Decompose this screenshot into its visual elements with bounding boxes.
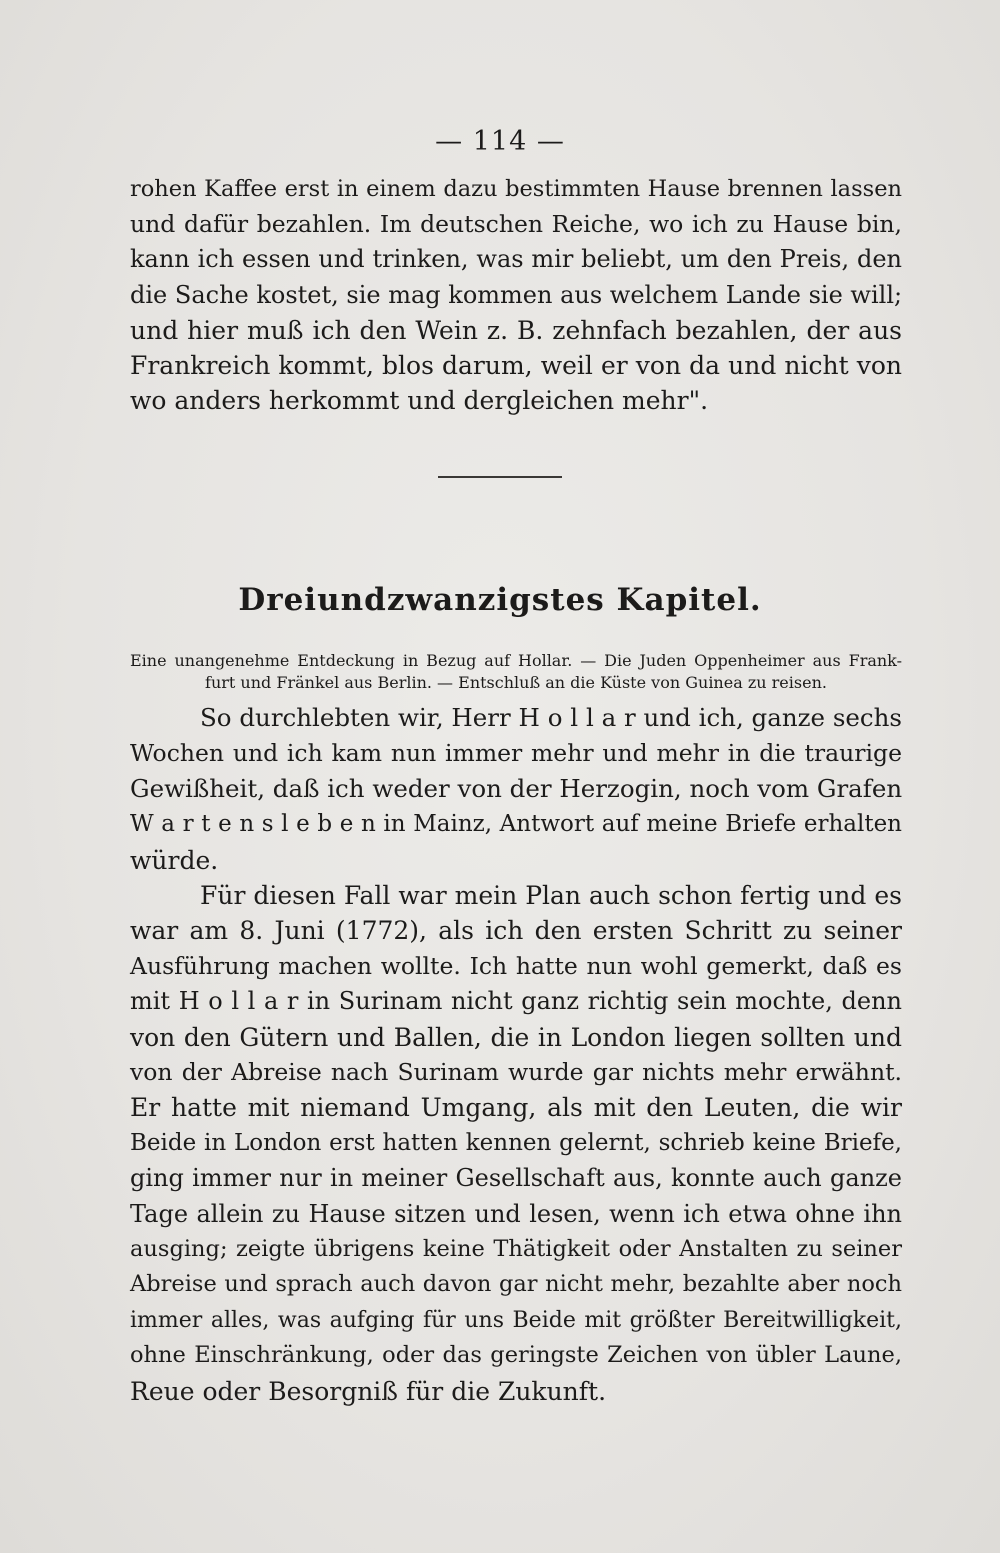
paragraph bbox=[130, 878, 902, 1409]
summary-line: Eine unangenehme Entdeckung in Bezug auf Hollar. — Die Juden Oppenheimer aus Frank- bbox=[130, 651, 902, 670]
summary-line: furt und Fränkel aus Berlin. — Entschluß an die Küste von Guinea zu reisen. bbox=[205, 673, 827, 692]
text-line: Tage allein zu Hause sitzen und lesen, wenn ich etwa ohne ihn bbox=[130, 1199, 902, 1228]
text-line: und hier muß ich den Wein z. B. zehnfach bezahlen, der aus bbox=[130, 315, 902, 345]
text-line: Ausführung machen wollte. Ich hatte nun wohl gemerkt, daß es bbox=[130, 951, 902, 980]
text-line: kann ich essen und trinken, was mir beliebt, um den Preis, den bbox=[130, 245, 902, 274]
paragraph bbox=[130, 700, 902, 879]
text-line: W a r t e n s l e b e n in Mainz, Antwort auf meine Briefe erhalten bbox=[130, 811, 902, 838]
text-line: mit H o l l a r in Surinam nicht ganz richtig sein mochte, denn bbox=[130, 987, 902, 1016]
text-line: würde. bbox=[130, 845, 219, 875]
text-line: die Sache kostet, sie mag kommen aus welchem Lande sie will; bbox=[130, 280, 903, 309]
text-line: war am 8. Juni (1772), als ich den ersten Schritt zu seiner bbox=[130, 916, 902, 946]
text-line: Gewißheit, daß ich weder von der Herzogin, noch vom Grafen bbox=[130, 774, 903, 804]
text-line: Reue oder Besorgniß für die Zukunft. bbox=[130, 1376, 607, 1406]
text-line: Er hatte mit niemand Umgang, als mit den Leuten, die wir bbox=[130, 1093, 902, 1123]
text-line: von der Abreise nach Surinam wurde gar nichts mehr erwähnt. bbox=[130, 1058, 902, 1087]
text-line: Abreise und sprach auch davon gar nicht mehr, bezahlte aber noch bbox=[130, 1271, 902, 1298]
text-line: immer alles, was aufging für uns Beide mit größter Bereitwilligkeit, bbox=[130, 1307, 902, 1333]
text-line: rohen Kaffee erst in einem dazu bestimmten Hause brennen lassen bbox=[130, 176, 902, 202]
page-number: — 114 — bbox=[435, 126, 565, 157]
text-line: ging immer nur in meiner Gesellschaft aus, konnte auch ganze bbox=[130, 1164, 902, 1193]
chapter-title: Dreiundzwanzigstes Kapitel. bbox=[238, 582, 762, 618]
text-line: So durchlebten wir, Herr H o l l a r und ich, ganze sechs bbox=[200, 703, 902, 732]
text-line: ohne Einschränkung, oder das geringste Zeichen von übler Laune, bbox=[130, 1342, 902, 1369]
section-divider bbox=[438, 476, 562, 478]
text-line: wo anders herkommt und dergleichen mehr". bbox=[130, 386, 709, 416]
chapter-summary bbox=[130, 650, 902, 694]
text-line: Frankreich kommt, blos darum, weil er von da und nicht von bbox=[130, 351, 902, 381]
text-line: ausging; zeigte übrigens keine Thätigkeit oder Anstalten zu seiner bbox=[130, 1236, 902, 1263]
text-line: Für diesen Fall war mein Plan auch schon fertig und es bbox=[200, 881, 902, 910]
text-line: Wochen und ich kam nun immer mehr und mehr in die traurige bbox=[130, 738, 902, 767]
text-line: Beide in London erst hatten kennen gelernt, schrieb keine Briefe, bbox=[130, 1129, 902, 1156]
text-line: und dafür bezahlen. Im deutschen Reiche, wo ich zu Hause bin, bbox=[130, 210, 902, 239]
text-line: von den Gütern und Ballen, die in London liegen sollten und bbox=[130, 1022, 902, 1052]
paragraph-continued bbox=[130, 172, 902, 418]
